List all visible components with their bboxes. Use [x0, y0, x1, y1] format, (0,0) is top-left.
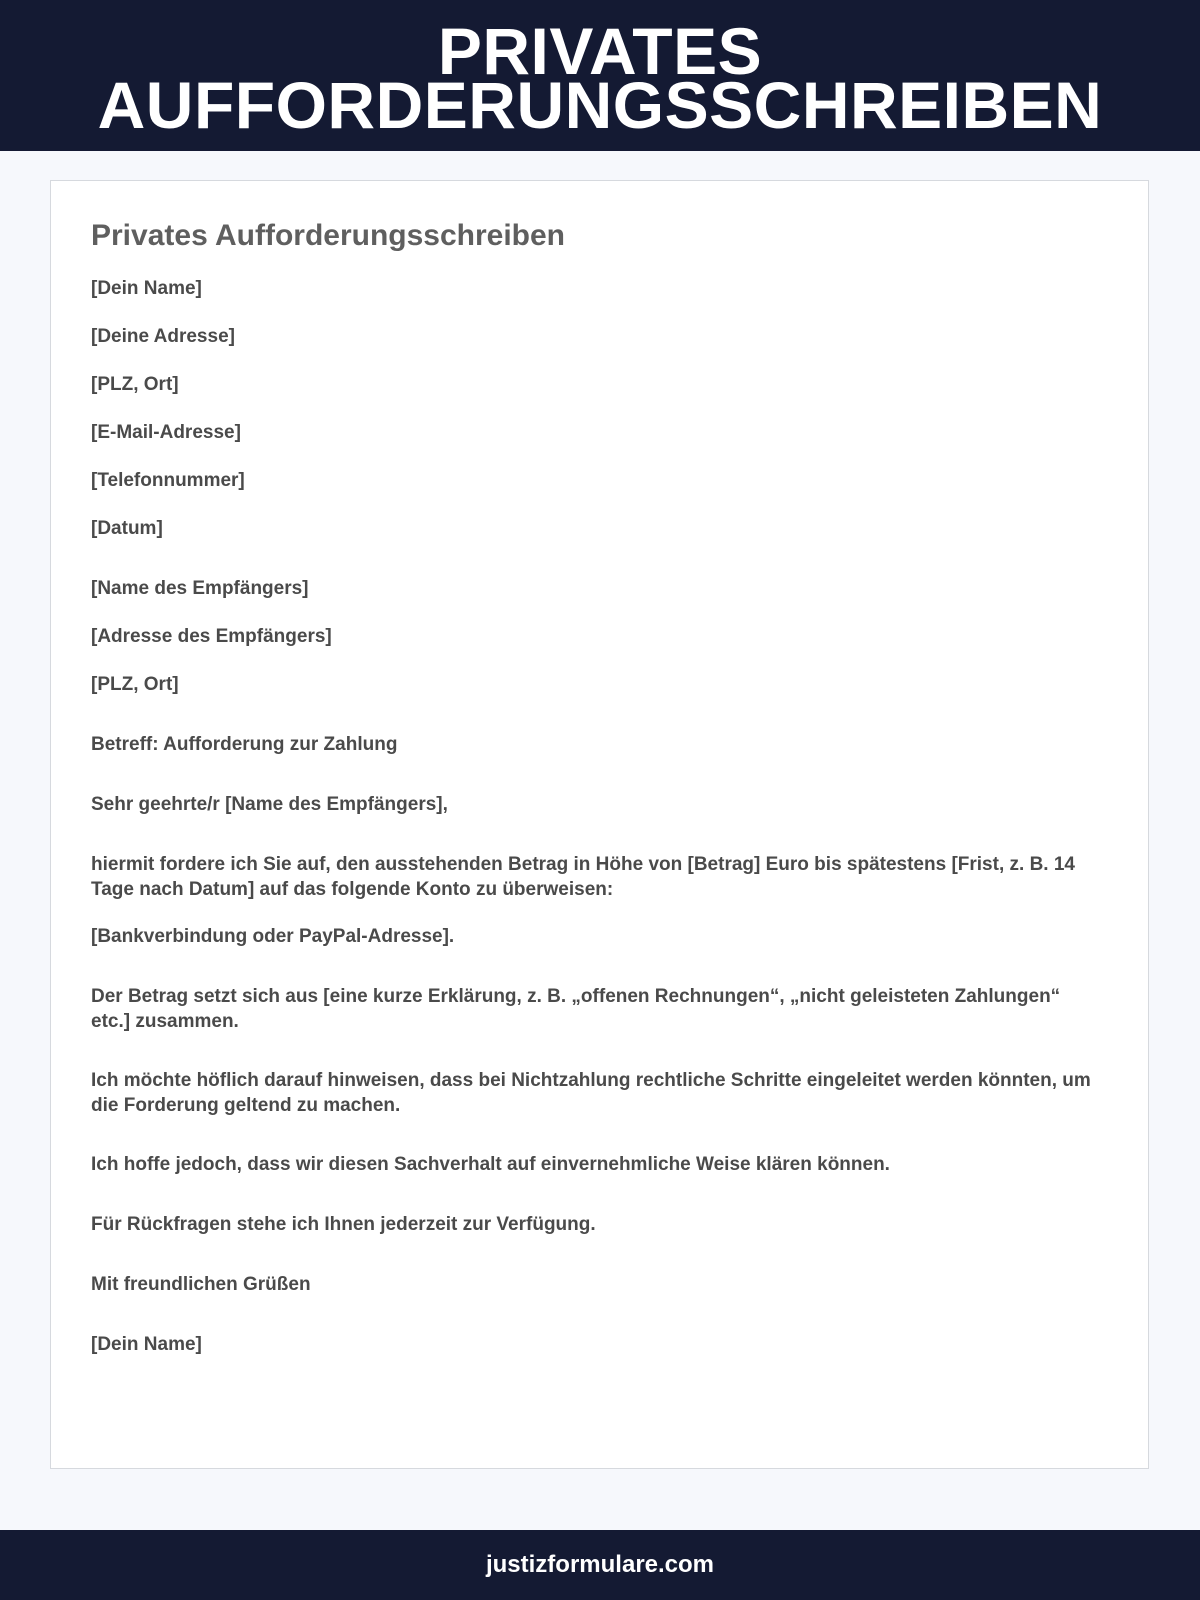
paragraph-payment-request: hiermit fordere ich Sie auf, den ausstehenden Betrag in Höhe von [Betrag] Euro bis spätestens [Frist, z. B. 14 Tage nach Datum] auf das folgende Konto zu überweisen: — [91, 854, 1075, 900]
recipient-name: [Name des Empfängers] — [91, 578, 309, 599]
paragraph-amicable-resolution: Ich hoffe jedoch, dass wir diesen Sachverhalt auf einvernehmliche Weise klären können. — [91, 1154, 890, 1175]
sender-email: [E-Mail-Adresse] — [91, 422, 241, 443]
letter-subject: Betreff: Aufforderung zur Zahlung — [91, 734, 398, 755]
letter-date: [Datum] — [91, 518, 163, 539]
letter-card — [50, 180, 1149, 1469]
document-title: Privates Aufforderungsschreiben — [91, 219, 566, 252]
paragraph-legal-notice: Ich möchte höflich darauf hinweisen, dass bei Nichtzahlung rechtliche Schritte eingeleitet werden könnten, um die Forderung geltend zu machen. — [91, 1070, 1091, 1116]
sender-name: [Dein Name] — [91, 278, 202, 299]
page-header — [0, 0, 1200, 151]
header-title-line-2: AUFFORDERUNGSSCHREIBEN — [97, 67, 1103, 142]
page-footer — [0, 1530, 1200, 1600]
paragraph-contact-offer: Für Rückfragen stehe ich Ihnen jederzeit zur Verfügung. — [91, 1214, 596, 1235]
sender-zip-city: [PLZ, Ort] — [91, 374, 179, 395]
footer-site-name: justizformulare.com — [485, 1551, 715, 1578]
recipient-address: [Adresse des Empfängers] — [91, 626, 332, 647]
sender-address: [Deine Adresse] — [91, 326, 235, 347]
letter-closing: Mit freundlichen Grüßen — [91, 1274, 311, 1295]
signature-name: [Dein Name] — [91, 1334, 202, 1355]
header-title-line-1: PRIVATES — [437, 13, 763, 88]
paragraph-bank-details: [Bankverbindung oder PayPal-Adresse]. — [91, 926, 455, 947]
header-title — [10, 13, 1190, 142]
letter-salutation: Sehr geehrte/r [Name des Empfängers], — [91, 794, 448, 815]
sender-phone: [Telefonnummer] — [91, 470, 245, 491]
paragraph-amount-explanation: Der Betrag setzt sich aus [eine kurze Erklärung, z. B. „offenen Rechnungen“, „nicht geleisteten Zahlungen“ etc.] zusammen. — [91, 986, 1061, 1032]
recipient-zip-city: [PLZ, Ort] — [91, 674, 179, 695]
